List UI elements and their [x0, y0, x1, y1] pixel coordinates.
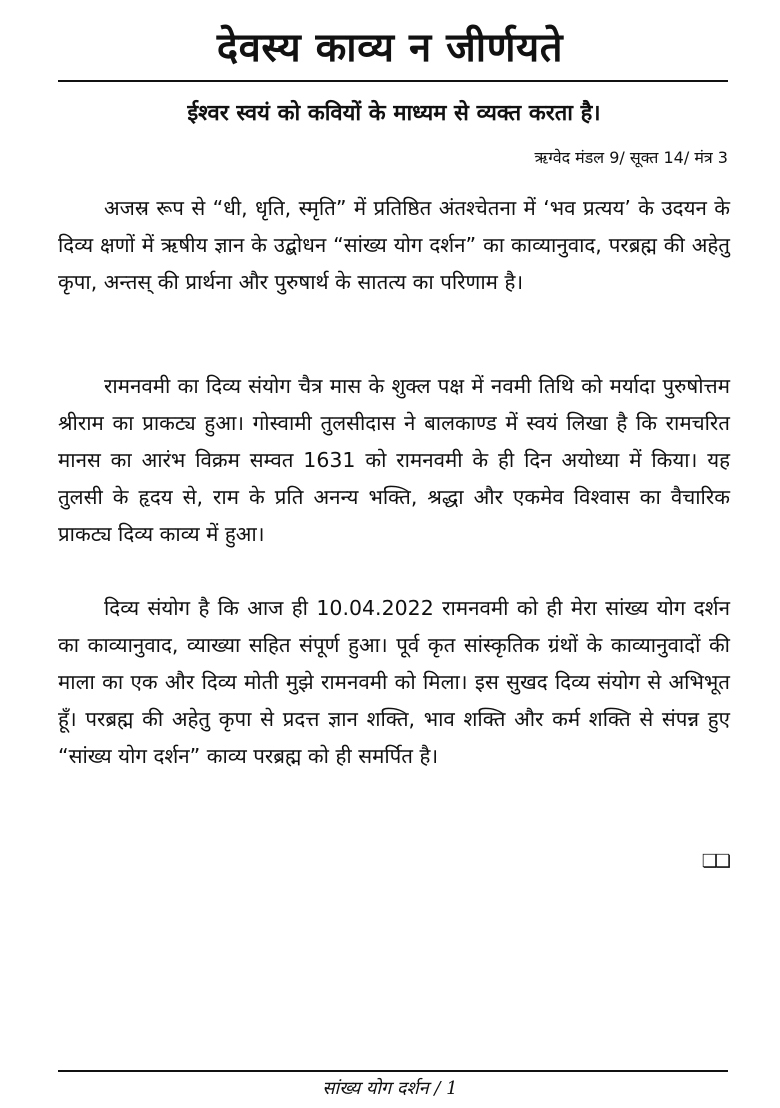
footer-divider: [58, 1070, 728, 1072]
page-title: देवस्य काव्य न जीर्णयते: [216, 25, 564, 71]
end-mark-icon: ❏❏: [701, 851, 728, 872]
body-paragraph: दिव्य संयोग है कि आज ही 10.04.2022 रामनवमी को ही मेरा सांख्य योग दर्शन का काव्यानुवाद, व्याख्या सहित संपूर्ण हुआ। पूर्व कृत सांस्कृतिक ग्रंथों के काव्यानुवादों की माला का एक और दिव्य मोती मुझे रामनवमी को मिला। इस सुखद दिव्य संयोग से अभिभूत हूँ। परब्रह्म की अहेतु कृपा से प्रदत्त ज्ञान शक्ति, भाव शक्ति और कर्म शक्ति से संपन्न हुए “सांख्य योग दर्शन” काव्य परब्रह्म को ही समर्पित है।: [58, 596, 730, 768]
header-divider: [58, 80, 728, 82]
quote-text: ईश्वर स्वयं को कवियों के माध्यम से व्यक्त करता है।: [187, 101, 601, 126]
body-paragraph: अजस्र रूप से “धी, धृति, स्मृति” में प्रतिष्ठित अंतश्चेतना में ‘भव प्रत्यय’ के उदयन के दिव्य क्षणों में ऋषीय ज्ञान के उद्बोधन “सांख्य योग दर्शन” का काव्यानुवाद, परब्रह्म की अहेतु कृपा, अन्तस् की प्रार्थना और पुरुषार्थ के सातत्य का परिणाम है।: [58, 196, 730, 294]
quote-reference: ऋग्वेद मंडल 9/ सूक्त 14/ मंत्र 3: [534, 148, 728, 167]
page-footer: सांख्य योग दर्शन / 1: [322, 1078, 458, 1099]
body-paragraph: रामनवमी का दिव्य संयोग चैत्र मास के शुक्ल पक्ष में नवमी तिथि को मर्यादा पुरुषोत्तम श्रीराम का प्राकट्य हुआ। गोस्वामी तुलसीदास ने बालकाण्ड में स्वयं लिखा है कि रामचरित मानस का आरंभ विक्रम सम्वत 1631 को रामनवमी के ही दिन अयोध्या में किया। यह तुलसी के हृदय से, राम के प्रति अनन्य भक्ति, श्रद्धा और एकमेव विश्वास का वैचारिक प्राकट्य दिव्य काव्य में हुआ।: [58, 374, 730, 546]
